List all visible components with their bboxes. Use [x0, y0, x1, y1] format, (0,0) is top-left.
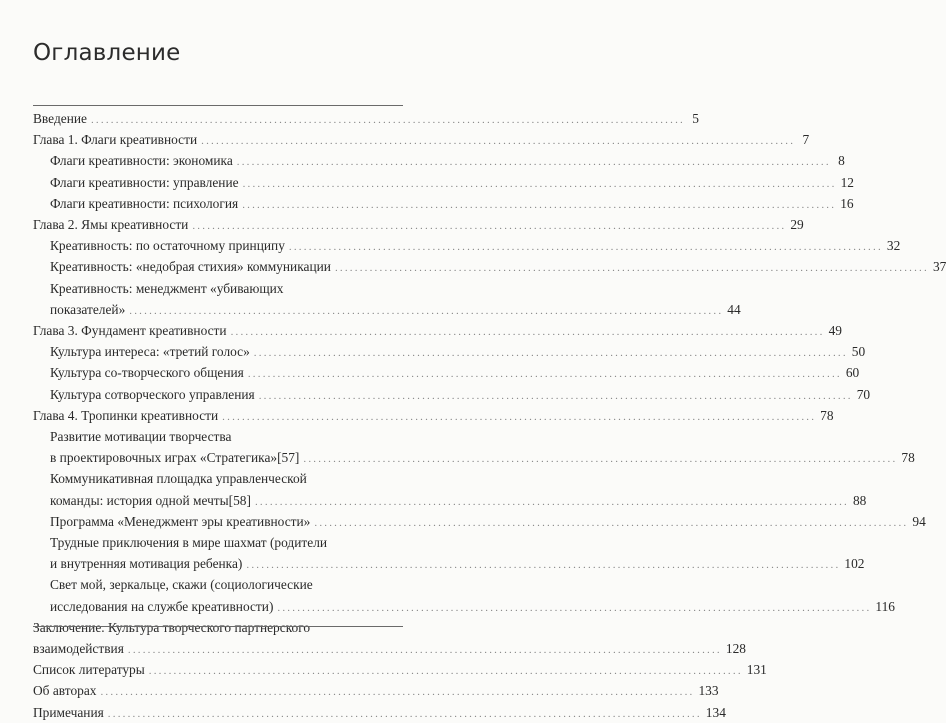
toc-entry-label: Культура сотворческого управления [50, 386, 255, 402]
toc-page-number: 133 [698, 683, 719, 699]
toc-entry-label: и внутренняя мотивация ребенка) [50, 556, 243, 572]
toc-entry-label: Список литературы [33, 662, 145, 678]
dot-leader: ........................................................................................................................ [253, 347, 848, 360]
toc-page-number: 131 [746, 662, 767, 678]
toc-entry-label: Креативность: по остаточному принципу [50, 238, 285, 254]
dot-leader: ........................................................................................................................ [288, 241, 883, 254]
toc-entry-label: исследования на службе креативности) [50, 598, 274, 614]
dot-leader: ........................................................................................................................ [129, 304, 724, 317]
dot-leader: ........................................................................................................................ [148, 665, 743, 678]
dot-leader: ........................................................................................................................ [303, 453, 898, 466]
toc-entry-label: Флаги креативности: управление [50, 174, 239, 190]
dot-leader: ........................................................................................................................ [242, 177, 837, 190]
toc-page-number: 60 [845, 365, 860, 381]
toc-page-number: 5 [692, 111, 699, 126]
dot-leader: ........................................................................................................................ [90, 114, 685, 126]
toc-entry-label: Глава 4. Тропинки креативности [33, 407, 219, 423]
dot-leader: ........................................................................................................................ [247, 368, 842, 381]
toc-entry-label: в проектировочных играх «Стратегика»[57] [50, 450, 300, 466]
bottom-rule [33, 626, 403, 647]
toc-page-number: 7 [802, 132, 810, 148]
toc-entry-label: Глава 1. Флаги креативности [33, 132, 198, 148]
toc-entry-label: Культура со-творческого общения [50, 365, 244, 381]
toc-page-number: 134 [705, 704, 726, 720]
toc-page-number: 29 [790, 217, 804, 232]
dot-leader: ........................................................................................................................ [334, 262, 929, 275]
toc-entry-label: Об авторах [33, 683, 97, 699]
toc-entry-label: Программа «Менеджмент эры креативности» [50, 513, 311, 529]
toc-entry-label: Коммуникативная площадка управленческой [50, 471, 307, 487]
dot-leader: ........................................................................................................................ [192, 220, 787, 232]
toc-entry-label: команды: история одной мечты[58] [50, 492, 251, 508]
toc-entry-label: Развитие мотивации творчества [50, 429, 232, 444]
dot-leader: ........................................................................................................................ [242, 198, 837, 211]
toc-page-number: 16 [840, 195, 854, 211]
dot-leader: ........................................................................................................................ [314, 516, 909, 529]
dot-leader: ........................................................................................................................ [100, 686, 695, 699]
toc-page-number: 94 [912, 513, 926, 529]
dot-leader: ........................................................................................................................ [236, 156, 831, 169]
toc-page-number: 32 [886, 238, 901, 254]
toc-page-number: 8 [838, 153, 845, 169]
dot-leader: ........................................................................................................................ [230, 326, 825, 338]
dot-leader: ........................................................................................................................ [127, 644, 722, 656]
toc-entry-label: Креативность: менеджмент «убивающих [50, 280, 284, 296]
toc-entry-label: Флаги креативности: психология [50, 195, 239, 211]
toc-page-number: 37 [932, 259, 946, 275]
toc-entry-label: Введение [33, 111, 87, 126]
toc-entry-label: взаимодействия [33, 641, 124, 656]
dot-leader: ........................................................................................................................ [201, 135, 796, 148]
toc-page-number: 44 [727, 301, 741, 317]
toc-page-number: 116 [875, 598, 895, 614]
toc-entry-label: Примечания [33, 704, 104, 720]
toc-page-number: 50 [851, 344, 866, 360]
toc-entry-label: Культура интереса: «третий голос» [50, 344, 250, 360]
toc-page-number: 78 [820, 407, 834, 423]
dot-leader: ........................................................................................................................ [107, 707, 702, 720]
toc-page-number: 70 [856, 386, 871, 402]
toc-entry-label: Флаги креативности: экономика [50, 153, 233, 169]
toc-page-number: 78 [901, 450, 915, 466]
dot-leader: ........................................................................................................................ [222, 410, 817, 423]
toc-page-number: 128 [725, 641, 746, 656]
toc-entry-label: Трудные приключения в мире шахмат (родители [50, 535, 328, 550]
dot-leader: ........................................................................................................................ [246, 559, 841, 572]
dot-leader: ........................................................................................................................ [277, 601, 872, 614]
toc-entry-label: показателей» [50, 301, 126, 317]
dot-leader: ........................................................................................................................ [254, 495, 849, 508]
toc-page-number: 12 [840, 174, 854, 190]
dot-leader: ........................................................................................................................ [258, 389, 853, 402]
toc-entry-label: Свет мой, зеркальце, скажи (социологические [50, 577, 313, 593]
toc-page-number: 49 [828, 323, 842, 338]
toc-entry-label: Заключение. Культура творческого партнерского [33, 619, 311, 635]
toc-entry-label: Креативность: «недобрая стихия» коммуникации [50, 259, 331, 275]
toc-page-number: 102 [844, 556, 865, 572]
toc-page-number: 88 [852, 492, 867, 508]
toc-entry-label: Глава 3. Фундамент креативности [33, 323, 227, 338]
toc-entry-label: Глава 2. Ямы креативности [33, 217, 189, 232]
page-title: Оглавление [33, 40, 181, 66]
